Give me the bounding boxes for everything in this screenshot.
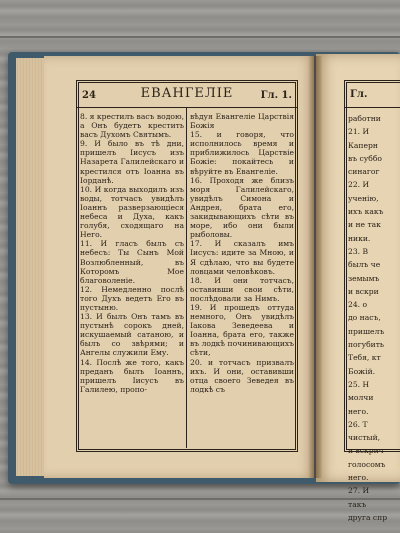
right-page-line: и не так — [348, 220, 381, 230]
right-page-line: 24. о — [348, 300, 368, 310]
page-number: 24 — [82, 90, 96, 101]
right-page-line: него. — [348, 473, 369, 483]
right-page-line: него. — [348, 406, 369, 416]
right-page-line: молчи — [348, 393, 374, 403]
right-page-line: такъ — [348, 499, 367, 509]
right-page-line: 22. И — [348, 180, 370, 190]
right-page-line: ихъ какъ — [348, 207, 384, 217]
verse-paragraph: вѣдуя Евангелiе Царствiя Божiя — [190, 112, 294, 131]
right-page-line: въ суббо — [348, 153, 382, 163]
chapter-label: Гл. 1. — [260, 90, 292, 101]
verse-paragraph: 12. Немедленно послѣ того Духъ ведетъ Его въ пустыню. — [80, 284, 184, 312]
right-page-line: земымъ — [348, 273, 380, 283]
right-page-line: ученiю, — [348, 193, 379, 203]
wood-plank-seam — [0, 36, 400, 38]
right-page-line: работни — [348, 114, 381, 123]
verse-paragraph: 17. И сказалъ имъ Iисусъ: идите за Мною, и Я сдѣлаю, что вы будете ловцами человѣковъ. — [190, 239, 294, 276]
right-page-line: 27. И — [348, 486, 370, 496]
right-chapter-label: Гл. — [350, 89, 368, 100]
verse-paragraph: 16. Проходя же близъ моря Галилейскаго, увидѣлъ Симона и Андрея, брата его, закидывающихъ сѣти въ море, ибо они были рыболовы. — [190, 175, 294, 240]
right-page-line: друга спр — [348, 512, 388, 522]
text-column-left — [80, 112, 184, 394]
verse-paragraph: 13. И былъ Онъ тамъ въ пустынѣ сорокъ дней, искушаемый сатаною, и былъ со звѣрями; и Ангелы служили Ему. — [80, 312, 184, 358]
verse-paragraph: 18. И они тотчасъ, оставивши свои сѣти, послѣдовали за Нимъ. — [190, 275, 294, 303]
right-page-line: Тебя, кт — [348, 353, 381, 363]
verse-paragraph: 19. И прошедъ оттуда немного, Онъ увидѣлъ Iакова Зеведеева и Iоанна, брата его, также въ лодкѣ починивающихъ сѣти, — [190, 302, 294, 358]
right-page-line: былъ че — [348, 260, 381, 270]
page-header — [76, 80, 298, 108]
right-page-line: Каперн — [348, 140, 378, 150]
right-page-line: 26. Т — [348, 419, 368, 429]
column-divider — [186, 108, 187, 448]
running-title: ЕВАНГЕЛIЕ — [140, 86, 234, 101]
verse-paragraph: 9. И было въ тѣ дни, пришелъ Iисусъ изъ Назарета Галилейскаго и крестился отъ Iоанна въ Iорданѣ. — [80, 139, 184, 185]
right-page-line: пришелъ — [348, 326, 385, 336]
text-column-right — [190, 112, 294, 394]
right-page-line: голосомъ — [348, 459, 386, 469]
book-gutter — [308, 56, 322, 478]
verse-paragraph: 15. и говоря, что исполнилось время и приближилось Царствiе Божiе: покайтесь и вѣруйте въ Евангелiе. — [190, 130, 294, 176]
wood-plank-seam — [0, 498, 400, 500]
right-page-line: до насъ, — [348, 313, 381, 323]
right-page-line: 23. В — [348, 246, 369, 256]
right-page-line: и вскри — [348, 286, 379, 296]
right-page-line: и вскрич — [348, 446, 384, 456]
right-page-header — [344, 80, 400, 108]
right-page-line: синагог — [348, 167, 380, 177]
right-page-line: 25. Н — [348, 379, 370, 389]
right-page-line: чистый, — [348, 433, 381, 443]
verse-paragraph: 8. я крестилъ васъ водою, а Онъ будетъ крестить васъ Духомъ Святымъ. — [80, 112, 184, 140]
verse-paragraph: 14. Послѣ же того, какъ преданъ былъ Iоаннъ, пришелъ Iисусъ въ Галилею, пропо- — [80, 357, 184, 394]
right-page-line: Божiй. — [348, 366, 376, 376]
verse-paragraph: 10. И когда выходилъ изъ воды, тотчасъ увидѣлъ Iоаннъ разверзающiеся небеса и Духа, какъ голубя, сходящаго на Него. — [80, 184, 184, 240]
verse-paragraph: 11. И гласъ былъ съ небесъ: Ты Сынъ Мой Возлюбленный, въ Которомъ Мое благоволенiе. — [80, 239, 184, 285]
right-page-line: погубить — [348, 340, 385, 350]
right-page-line: ники. — [348, 233, 371, 243]
right-page-text — [348, 112, 400, 524]
verse-paragraph: 20. и тотчасъ призвалъ ихъ. И они, оставивши отца своего Зеведея въ лодкѣ съ — [190, 357, 294, 394]
right-page-line: 21. И — [348, 127, 370, 137]
